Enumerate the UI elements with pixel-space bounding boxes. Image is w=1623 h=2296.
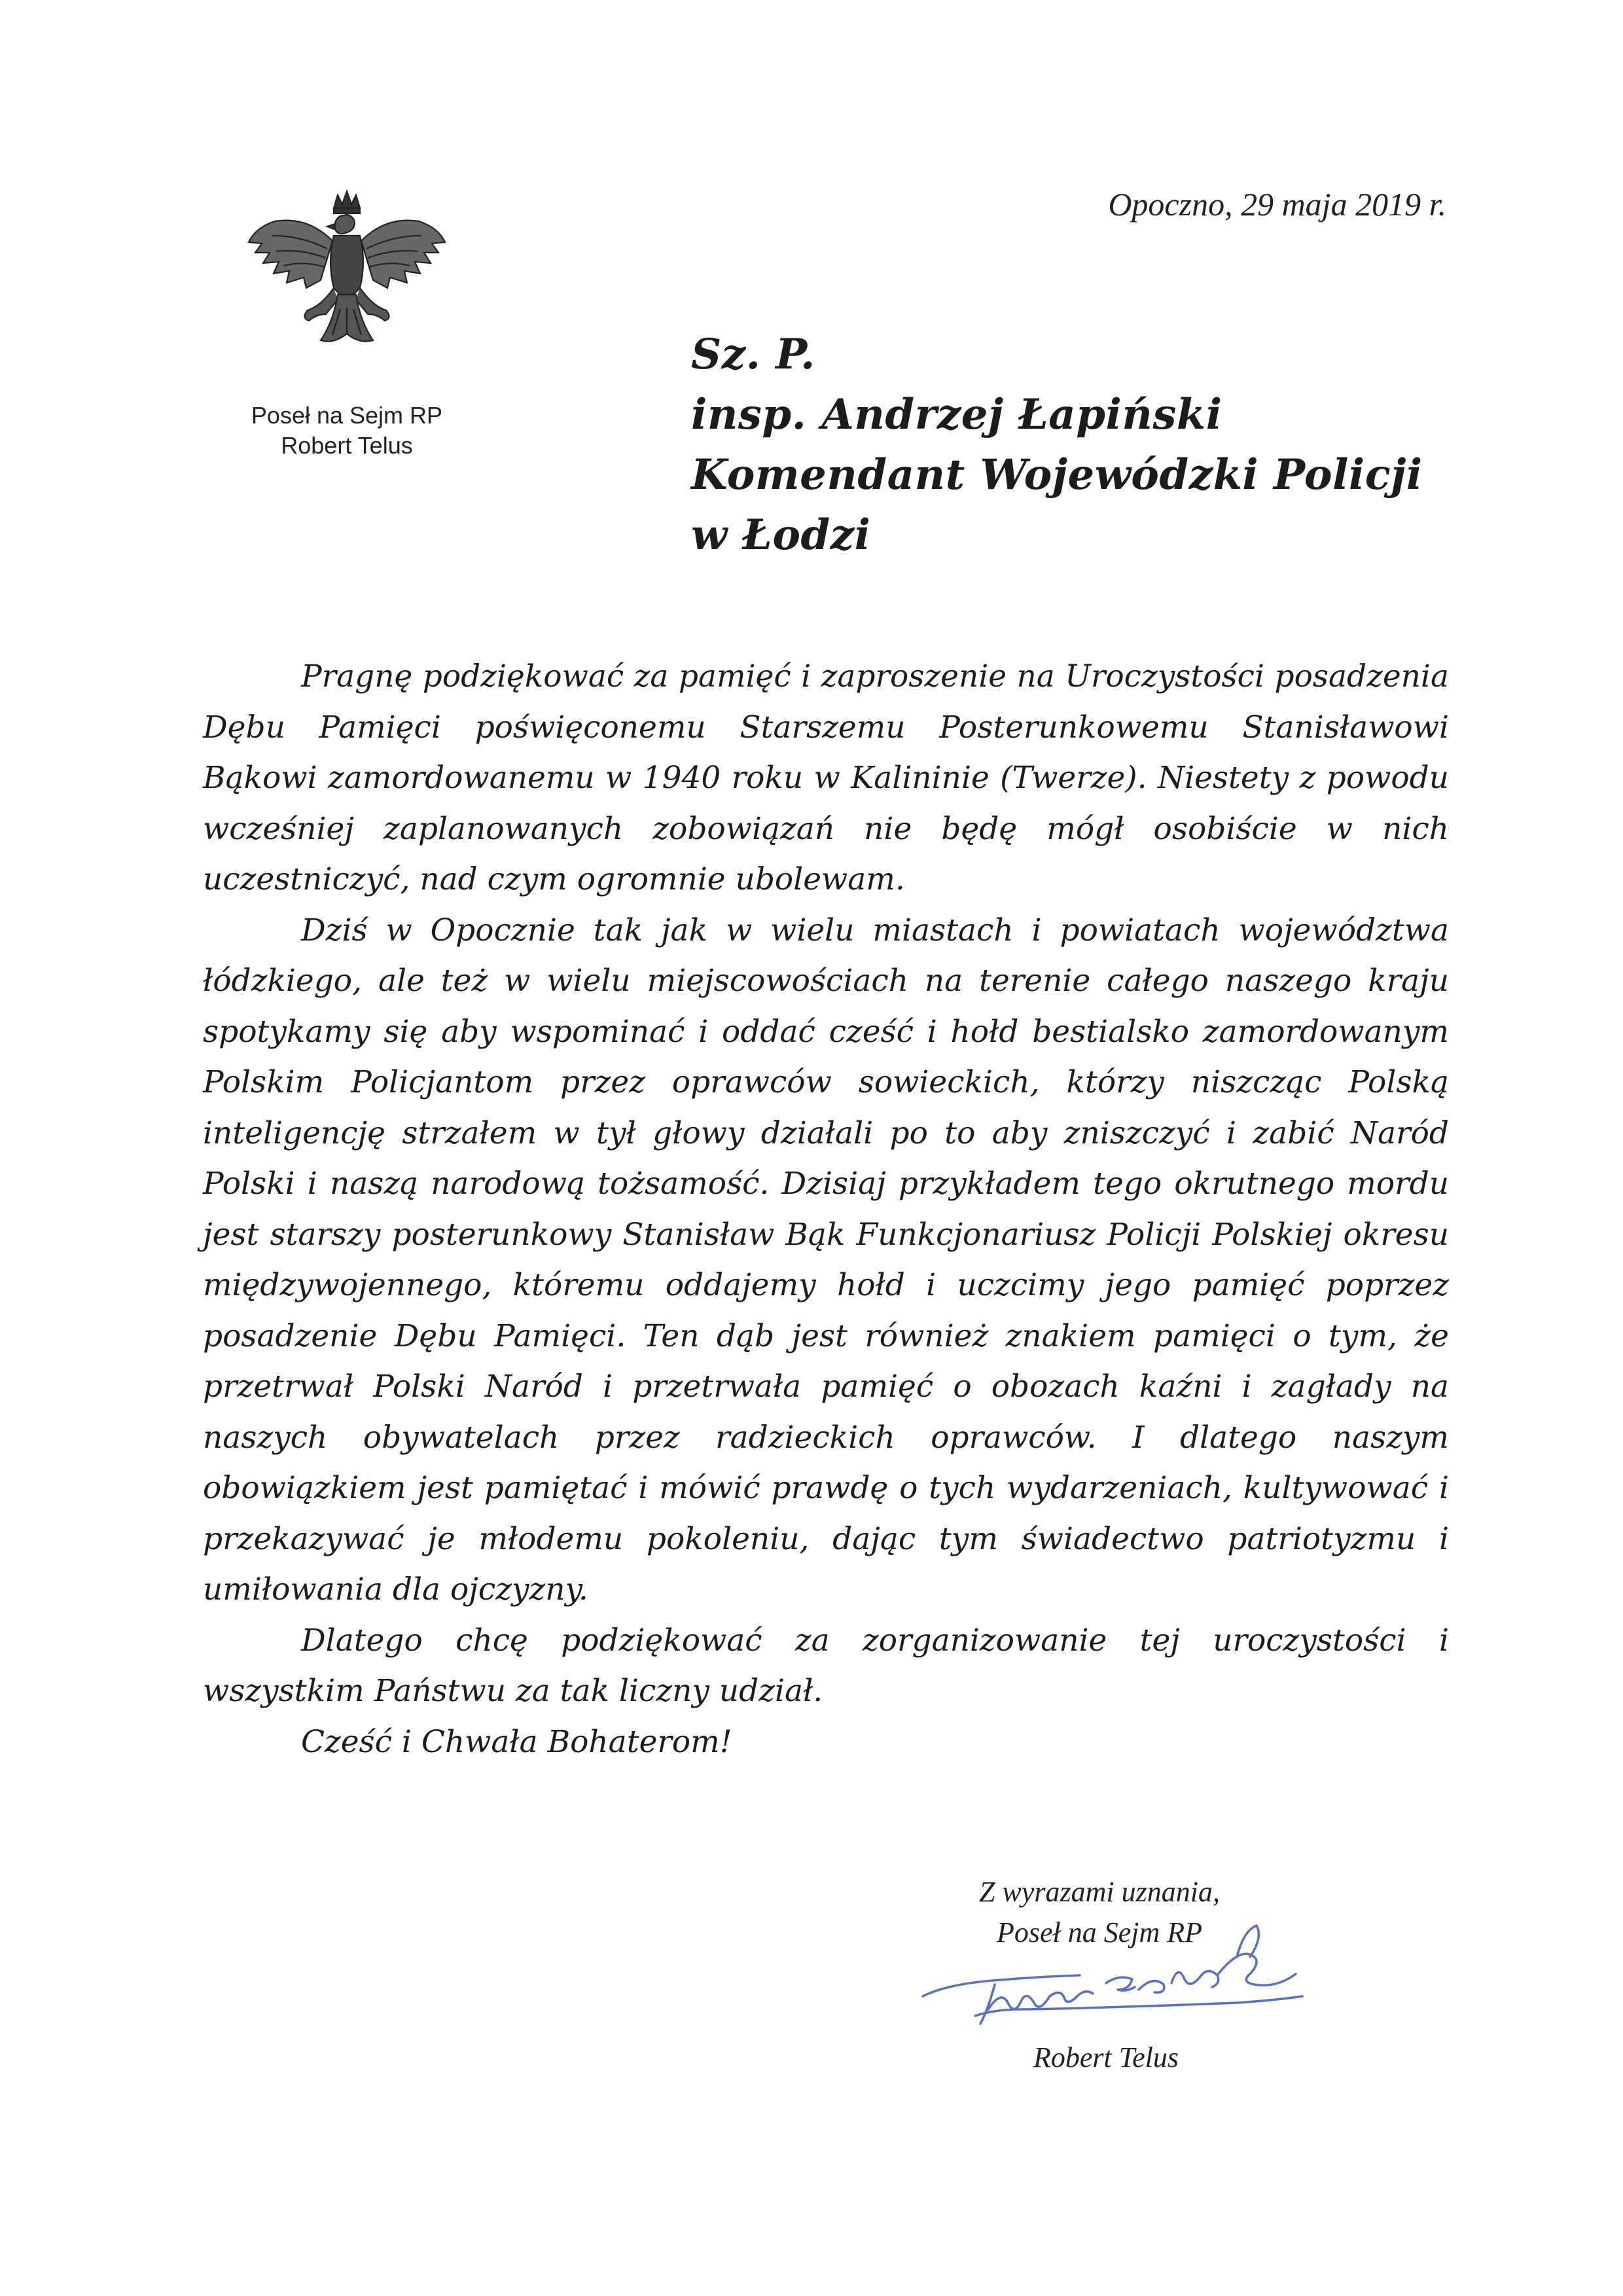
body-paragraph-4: Cześć i Chwała Bohaterom! <box>301 1723 732 1760</box>
closing-greeting: Z wyrazami uznania, <box>979 1876 1220 1908</box>
letter-date: Opoczno, 29 maja 2019 r. <box>1108 186 1446 223</box>
sender-name: Robert Telus <box>281 432 413 459</box>
handwritten-signature-icon <box>910 1911 1329 2042</box>
recipient-block <box>691 325 1423 565</box>
closing-title: Poseł na Sejm RP <box>996 1916 1203 1948</box>
sender-block <box>190 401 504 461</box>
letter-body <box>203 651 1449 1767</box>
body-paragraph-2: Dziś w Opocznie tak jak w wielu miastach i powiatach województwa łódzkiego, ale też w wielu miejscowościach na terenie całego naszego kraju spotykamy się aby wspominać i oddać cześć i hołd bestialsko zamordowanym Polskim Policjantom przez oprawców sowieckich, którzy niszcząc Polską inteligencję strzałem w tył głowy działali po to aby zniszczyć i zabić Naród Polski i naszą narodową tożsamość. Dzisiaj przykładem tego okrutnego mordu jest starszy posterunkowy Stanisław Bąk Funkcjonariusz Policji Polskiej okresu międzywojennego, któremu oddajemy hołd i uczcimy jego pamięć poprzez posadzenie Dębu Pamięci. Ten dąb jest również znakiem pamięci o tym, że przetrwał Polski Naród i przetrwała pamięć o obozach kaźni i zagłady na naszych obywatelach przez radzieckich oprawców. I dlatego naszym obowiązkiem jest pamiętać i mówić prawdę o tych wydarzeniach, kultywować i przekazywać je młodemu pokoleniu, dając tym świadectwo patriotyzmu i umiłowania dla ojczyzny. <box>203 912 1449 1607</box>
body-paragraph-3: Dlatego chcę podziękować za zorganizowanie tej uroczystości i wszystkim Państwu za tak liczny udział. <box>203 1622 1449 1709</box>
recipient-position: Komendant Wojewódzki Policji <box>691 450 1423 499</box>
polish-eagle-emblem-icon <box>236 190 458 367</box>
recipient-salutation: Sz. P. <box>691 330 815 379</box>
recipient-name: insp. Andrzej Łapiński <box>691 390 1222 439</box>
body-paragraph-1: Pragnę podziękować za pamięć i zaproszenie na Uroczystości posadzenia Dębu Pamięci poświęconemu Starszemu Posterunkowemu Stanisławowi Bąkowi zamordowanemu w 1940 roku w Kalininie (Twerze). Niestety z powodu wcześniej zaplanowanych zobowiązań nie będę mógł osobiście w nich uczestniczyć, nad czym ogromnie ubolewam. <box>203 658 1449 897</box>
recipient-location: w Łodzi <box>691 511 871 560</box>
sender-title: Poseł na Sejm RP <box>251 402 443 429</box>
signer-name: Robert Telus <box>1033 2041 1179 2073</box>
